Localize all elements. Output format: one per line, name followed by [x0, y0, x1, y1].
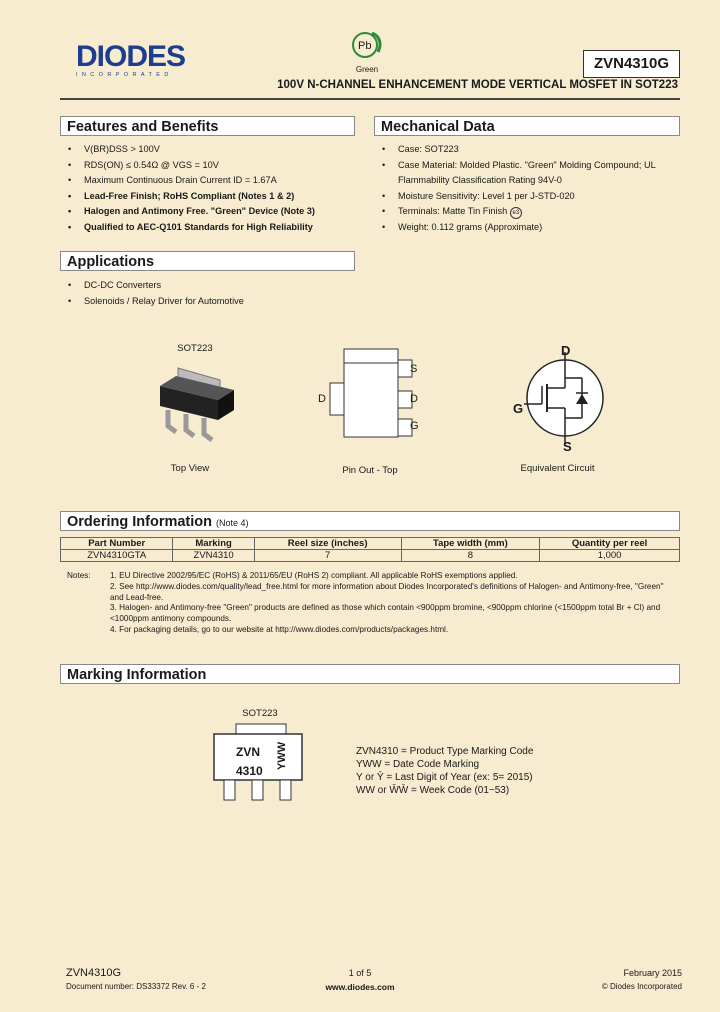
feature-item: • RDS(ON) ≤ 0.54Ω @ VGS = 10V: [60, 158, 360, 174]
ordering-title: Ordering Information: [67, 514, 212, 530]
pin-label-d-tab: D: [318, 393, 326, 405]
marking-chip-drawing: [210, 722, 310, 804]
chip-line-2: 4310: [236, 764, 263, 778]
notes-label: Notes:: [67, 571, 91, 580]
feature-item: • Qualified to AEC-Q101 Standards for High Reliability: [60, 220, 360, 236]
cell-part-number: ZVN4310GTA: [61, 550, 173, 562]
pb-label: Green: [355, 65, 379, 74]
cell-reel-size: 7: [254, 550, 401, 562]
features-list: [60, 142, 360, 235]
header-divider: [60, 98, 680, 100]
circuit-label-g: G: [513, 401, 524, 416]
marking-pkg-label: SOT223: [242, 708, 278, 719]
footer-docnum: Document number: DS33372 Rev. 6 - 2: [66, 982, 206, 991]
ordering-note: (Note 4): [216, 518, 249, 528]
sot223-package-image: [148, 358, 248, 458]
col-reel-size: Reel size (inches): [254, 538, 401, 550]
applications-heading: Applications: [60, 251, 355, 271]
notes-list: [110, 571, 670, 636]
feature-item: • Maximum Continuous Drain Current ID = 1.67A: [60, 173, 360, 189]
sot223-label: SOT223: [177, 343, 213, 354]
legend-item: ZVN4310 = Product Type Marking Code: [356, 746, 534, 757]
mechanical-list: [374, 142, 680, 235]
mechanical-item: • Weight: 0.112 grams (Approximate): [374, 220, 680, 236]
pb-free-icon: [350, 30, 384, 74]
circuit-label-d: D: [561, 343, 571, 358]
pb-symbol: Pb: [358, 40, 372, 52]
pin-label-s: S: [410, 363, 418, 375]
marking-heading: Marking Information: [60, 664, 680, 684]
pin-label-d: D: [410, 393, 418, 405]
feature-item: • V(BR)DSS > 100V: [60, 142, 360, 158]
legend-item: YWW = Date Code Marking: [356, 759, 480, 770]
col-tape-width: Tape width (mm): [401, 538, 540, 550]
pin-label-g: G: [410, 420, 419, 432]
application-item: • DC-DC Converters: [60, 278, 360, 294]
ordering-table: [60, 537, 680, 562]
logo-text: DIODES: [76, 40, 186, 73]
part-number-box: ZVN4310G: [583, 50, 680, 78]
mechanical-heading: Mechanical Data: [374, 116, 680, 136]
cell-quantity: 1,000: [540, 550, 680, 562]
top-view-label: Top View: [170, 463, 210, 474]
pinout-caption: Pin Out - Top: [342, 465, 398, 476]
footer-url[interactable]: www.diodes.com: [325, 982, 395, 992]
applications-list: [60, 278, 360, 309]
mechanical-item: • Case Material: Molded Plastic. "Green" Molding Compound; UL Flammability Classification Rating 94V-0: [374, 158, 680, 189]
chip-date-code: YWW: [276, 741, 288, 770]
feature-item: • Halogen and Antimony Free. "Green" Device (Note 3): [60, 204, 360, 220]
mechanical-item: • Case: SOT223: [374, 142, 680, 158]
footer-part: ZVN4310G: [66, 967, 122, 979]
diodes-logo: [76, 40, 206, 78]
e3-icon: e3: [510, 207, 522, 219]
document-subtitle: 100V N-CHANNEL ENHANCEMENT MODE VERTICAL MOSFET IN SOT223: [277, 79, 678, 91]
application-item: • Solenoids / Relay Driver for Automotive: [60, 294, 360, 310]
footer-date: February 2015: [623, 968, 682, 978]
footer-page: 1 of 5: [348, 968, 372, 978]
mechanical-item: • Terminals: Matte Tin Finish e3: [374, 204, 680, 220]
table-row: [61, 550, 680, 562]
footer-copyright: © Diodes Incorporated: [601, 982, 682, 991]
ordering-header-row: [61, 538, 680, 550]
ordering-heading: [60, 511, 680, 531]
logo-subtext: INCORPORATED: [76, 72, 173, 78]
legend-item: WW or W̄W̄ = Week Code (01~53): [356, 785, 510, 796]
note-item: 2. See http://www.diodes.com/quality/lead_free.html for more information about Diodes Incorporated's definitions of Halogen- and Antimony-free, "Green" and Lead-free.: [110, 581, 664, 602]
col-marking: Marking: [173, 538, 254, 550]
chip-line-1: ZVN: [236, 745, 260, 759]
circuit-caption: Equivalent Circuit: [520, 463, 595, 474]
cell-tape-width: 8: [401, 550, 540, 562]
legend-item: Y or Ȳ = Last Digit of Year (ex: 5= 2015): [356, 772, 533, 783]
equivalent-circuit-diagram: [510, 348, 610, 448]
note-item: 4. For packaging details, go to our website at http://www.diodes.com/products/packages.html.: [110, 624, 449, 634]
pinout-diagram: [312, 345, 422, 445]
features-heading: Features and Benefits: [60, 116, 355, 136]
col-quantity: Quantity per reel: [540, 538, 680, 550]
note-item: 3. Halogen- and Antimony-free "Green" products are defined as those which contain <900ppm bromine, <900ppm chlorine (<1500ppm total Br + Cl) and <1000ppm antimony compounds.: [110, 603, 661, 624]
col-part-number: Part Number: [61, 538, 173, 550]
marking-legend: [356, 745, 533, 797]
cell-marking: ZVN4310: [173, 550, 254, 562]
mechanical-item: • Moisture Sensitivity: Level 1 per J-STD-020: [374, 189, 680, 205]
note-item: 1. EU Directive 2002/95/EC (RoHS) & 2011/65/EU (RoHS 2) compliant. All applicable RoHS exemptions applied.: [110, 571, 518, 580]
leaf-icon: [350, 30, 384, 60]
feature-item: • Lead-Free Finish; RoHS Compliant (Notes 1 & 2): [60, 189, 360, 205]
circuit-label-s: S: [563, 439, 572, 454]
